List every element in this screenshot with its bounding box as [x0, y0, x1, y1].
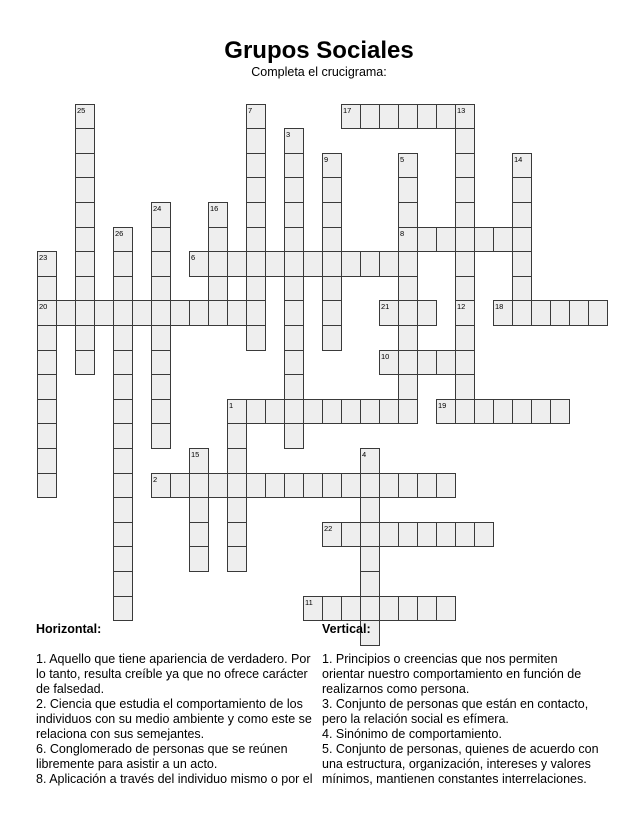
crossword-cell[interactable]: [37, 350, 57, 376]
crossword-cell[interactable]: [322, 153, 342, 179]
crossword-cell[interactable]: [75, 202, 95, 228]
crossword-cell[interactable]: [265, 473, 285, 499]
crossword-cell[interactable]: [360, 399, 380, 425]
clue-number: 13: [457, 105, 466, 115]
crossword-cell[interactable]: [417, 300, 437, 326]
crossword-cell[interactable]: [493, 399, 513, 425]
crossword-cell[interactable]: [455, 153, 475, 179]
clue-number: 10: [381, 351, 390, 361]
crossword-cell[interactable]: [113, 325, 133, 351]
crossword-cell[interactable]: [246, 276, 266, 302]
horizontal-clue: 8. Aplicación a través del individuo mismo o por el: [36, 772, 313, 786]
crossword-cell[interactable]: [322, 325, 342, 351]
crossword-cell[interactable]: [303, 251, 323, 277]
crossword-cell[interactable]: [208, 473, 228, 499]
crossword-cell[interactable]: [75, 350, 95, 376]
crossword-cell[interactable]: [398, 202, 418, 228]
crossword-cell[interactable]: [360, 546, 380, 572]
crossword-cell[interactable]: [455, 300, 475, 326]
crossword-cell[interactable]: [227, 473, 247, 499]
crossword-cell[interactable]: [113, 473, 133, 499]
crossword-cell[interactable]: [151, 325, 171, 351]
crossword-cell[interactable]: [303, 596, 323, 622]
clue-number: 20: [39, 302, 48, 312]
vertical-clues: [322, 622, 600, 787]
crossword-cell[interactable]: [417, 350, 437, 376]
crossword-cell[interactable]: [398, 177, 418, 203]
crossword-cell[interactable]: [151, 276, 171, 302]
crossword-cell[interactable]: [75, 128, 95, 154]
clue-number: 24: [153, 204, 162, 213]
clue-number: 9: [324, 154, 329, 164]
crossword-cell[interactable]: [303, 399, 323, 425]
crossword-cell[interactable]: [113, 350, 133, 376]
crossword-cell[interactable]: [246, 473, 266, 499]
clue-number: 17: [343, 105, 352, 115]
clue-number: 18: [495, 302, 504, 312]
horizontal-clue: 2. Ciencia que estudia el comportamiento de los individuos con su medio ambiente y como este se relaciona con sus semejantes.: [36, 697, 312, 741]
crossword-cell[interactable]: [436, 104, 456, 130]
crossword-cell[interactable]: [455, 276, 475, 302]
crossword-cell[interactable]: [474, 399, 494, 425]
crossword-cell[interactable]: [436, 227, 456, 253]
crossword-cell[interactable]: [94, 300, 114, 326]
crossword-cell[interactable]: [246, 399, 266, 425]
crossword-cell[interactable]: [227, 497, 247, 523]
crossword-cell[interactable]: [398, 399, 418, 425]
crossword-cell[interactable]: [398, 251, 418, 277]
crossword-cell[interactable]: [417, 522, 437, 548]
crossword-cell[interactable]: [151, 473, 171, 499]
crossword-cell[interactable]: [379, 300, 399, 326]
crossword-cell[interactable]: [170, 473, 190, 499]
crossword-cell[interactable]: [550, 300, 570, 326]
page-subtitle: Completa el crucigrama:: [251, 65, 387, 79]
crossword-cell[interactable]: [512, 153, 532, 179]
crossword-cell[interactable]: [379, 251, 399, 277]
crossword-cell[interactable]: [322, 177, 342, 203]
crossword-cell[interactable]: [132, 300, 152, 326]
crossword-cell[interactable]: [246, 300, 266, 326]
clue-number: 11: [305, 597, 313, 607]
crossword-cell[interactable]: [455, 374, 475, 400]
crossword-cell[interactable]: [303, 473, 323, 499]
crossword-cell[interactable]: [151, 300, 171, 326]
crossword-cell[interactable]: [189, 497, 209, 523]
crossword-cell[interactable]: [284, 251, 304, 277]
horizontal-clue: 1. Aquello que tiene apariencia de verdadero. Por lo tanto, resulta creíble ya que no ofrece carácter de falsedad.: [36, 652, 311, 696]
clue-number: 16: [210, 204, 219, 213]
clue-number: 21: [381, 302, 390, 312]
crossword-cell[interactable]: [208, 251, 228, 277]
crossword-cell[interactable]: [113, 448, 133, 474]
crossword-cell[interactable]: [75, 177, 95, 203]
crossword-cell[interactable]: [246, 251, 266, 277]
crossword-cell[interactable]: [37, 251, 57, 277]
crossword-cell[interactable]: [113, 522, 133, 548]
crossword-cell[interactable]: [588, 300, 608, 326]
crossword-cell[interactable]: [151, 251, 171, 277]
crossword-cell[interactable]: [512, 399, 532, 425]
clue-number: 15: [191, 450, 200, 459]
vertical-heading: Vertical:: [322, 622, 371, 636]
crossword-cell[interactable]: [398, 473, 418, 499]
crossword-cell[interactable]: [417, 227, 437, 253]
clue-number: 23: [39, 253, 48, 263]
page-title: Grupos Sociales: [224, 37, 414, 64]
crossword-cell[interactable]: [455, 104, 475, 130]
vertical-clue: 3. Conjunto de personas que están en contacto, pero la relación social es efímera.: [322, 697, 589, 726]
crossword-cell[interactable]: [398, 300, 418, 326]
crossword-cell[interactable]: [227, 522, 247, 548]
crossword-cell[interactable]: [246, 177, 266, 203]
crossword-cell[interactable]: [398, 104, 418, 130]
crossword-cell[interactable]: [569, 300, 589, 326]
crossword-cell[interactable]: [379, 350, 399, 376]
crossword-cell[interactable]: [284, 227, 304, 253]
crossword-cell[interactable]: [322, 399, 342, 425]
crossword-cell[interactable]: [75, 300, 95, 326]
crossword-cell[interactable]: [208, 227, 228, 253]
crossword-cell[interactable]: [284, 300, 304, 326]
crossword-cell[interactable]: [512, 276, 532, 302]
crossword-cell[interactable]: [227, 546, 247, 572]
crossword-cell[interactable]: [512, 202, 532, 228]
crossword-cell[interactable]: [113, 276, 133, 302]
crossword-cell[interactable]: [151, 374, 171, 400]
crossword-cell[interactable]: [227, 423, 247, 449]
crossword-cell[interactable]: [455, 227, 475, 253]
crossword-cell[interactable]: [75, 325, 95, 351]
crossword-cell[interactable]: [398, 374, 418, 400]
clue-number: 19: [438, 400, 447, 410]
crossword-cell[interactable]: [531, 399, 551, 425]
crossword-cell[interactable]: [436, 473, 456, 499]
crossword-cell[interactable]: [341, 251, 361, 277]
crossword-cell[interactable]: [208, 300, 228, 326]
crossword-cell[interactable]: [360, 251, 380, 277]
crossword-cell[interactable]: [246, 128, 266, 154]
clue-number: 7: [248, 105, 253, 115]
crossword-cell[interactable]: [360, 571, 380, 597]
clue-number: 12: [457, 302, 466, 312]
crossword-cell[interactable]: [341, 104, 361, 130]
crossword-cell[interactable]: [189, 448, 209, 474]
crossword-cell[interactable]: [398, 350, 418, 376]
crossword-cell[interactable]: [113, 227, 133, 253]
clue-number: 8: [400, 228, 405, 238]
crossword-cell[interactable]: [113, 546, 133, 572]
crossword-cell[interactable]: [113, 497, 133, 523]
crossword-cell[interactable]: [284, 473, 304, 499]
crossword-cell[interactable]: [189, 251, 209, 277]
crossword-cell[interactable]: [284, 423, 304, 449]
crossword-cell[interactable]: [341, 473, 361, 499]
crossword-cell[interactable]: [113, 251, 133, 277]
clue-number: 26: [115, 228, 124, 238]
crossword-cell[interactable]: [189, 300, 209, 326]
clue-number: 5: [400, 154, 405, 164]
crossword-cell[interactable]: [322, 596, 342, 622]
clue-number: 1: [229, 400, 234, 410]
crossword-cell[interactable]: [322, 202, 342, 228]
crossword-cell[interactable]: [227, 399, 247, 425]
crossword-cell[interactable]: [284, 128, 304, 154]
crossword-cell[interactable]: [398, 325, 418, 351]
clue-number: 3: [286, 130, 291, 140]
crossword-cell[interactable]: [379, 596, 399, 622]
crossword-cell[interactable]: [379, 473, 399, 499]
vertical-clue: 1. Principios o creencias que nos permiten orientar nuestro comportamiento en función de realizarnos como persona.: [322, 652, 582, 696]
crossword-cell[interactable]: [379, 399, 399, 425]
crossword-cell[interactable]: [398, 596, 418, 622]
crossword-cell[interactable]: [322, 227, 342, 253]
crossword-cell[interactable]: [246, 153, 266, 179]
crossword-cell[interactable]: [360, 596, 380, 622]
crossword-cell[interactable]: [455, 251, 475, 277]
crossword-cell[interactable]: [246, 202, 266, 228]
horizontal-heading: Horizontal:: [36, 622, 102, 636]
crossword-cell[interactable]: [436, 596, 456, 622]
crossword-cell[interactable]: [417, 104, 437, 130]
crossword-cell[interactable]: [436, 522, 456, 548]
crossword-cell[interactable]: [341, 399, 361, 425]
crossword-cell[interactable]: [398, 153, 418, 179]
crossword-cell[interactable]: [37, 473, 57, 499]
clue-number: 14: [514, 154, 523, 164]
vertical-clue: 4. Sinónimo de comportamiento.: [322, 727, 502, 741]
crossword-cell[interactable]: [417, 596, 437, 622]
crossword-cell[interactable]: [284, 350, 304, 376]
crossword-cell[interactable]: [37, 300, 57, 326]
crossword-cell[interactable]: [398, 276, 418, 302]
crossword-cell[interactable]: [455, 202, 475, 228]
crossword-cell[interactable]: [322, 473, 342, 499]
crossword-cell[interactable]: [284, 325, 304, 351]
crossword-cell[interactable]: [227, 300, 247, 326]
crossword-cell[interactable]: [322, 251, 342, 277]
crossword-cell[interactable]: [341, 596, 361, 622]
crossword-cell[interactable]: [246, 227, 266, 253]
crossword-cell[interactable]: [474, 522, 494, 548]
crossword-cell[interactable]: [284, 276, 304, 302]
crossword-cell[interactable]: [56, 300, 76, 326]
crossword-cell[interactable]: [227, 251, 247, 277]
crossword-cell[interactable]: [265, 251, 285, 277]
crossword-cell[interactable]: [436, 399, 456, 425]
crossword-cell[interactable]: [398, 227, 418, 253]
crossword-cell[interactable]: [417, 473, 437, 499]
crossword-cell[interactable]: [284, 202, 304, 228]
crossword-cell[interactable]: [512, 227, 532, 253]
crossword-cell[interactable]: [37, 325, 57, 351]
crossword-cell[interactable]: [75, 276, 95, 302]
crossword-cell[interactable]: [208, 276, 228, 302]
vertical-clue: 5. Conjunto de personas, quienes de acuerdo con una estructura, organización, intereses y valores mínimos, mantienen constantes interrelaciones.: [322, 742, 599, 786]
crossword-cell[interactable]: [284, 153, 304, 179]
horizontal-clue: 6. Conglomerado de personas que se reúnen libremente para asistir a un acto.: [36, 742, 288, 771]
crossword-cell[interactable]: [151, 423, 171, 449]
crossword-cell[interactable]: [113, 374, 133, 400]
crossword-cell[interactable]: [550, 399, 570, 425]
clue-number: 6: [191, 253, 196, 263]
crossword-cell[interactable]: [75, 227, 95, 253]
crossword-cell[interactable]: [189, 546, 209, 572]
clue-number: 22: [324, 523, 333, 533]
crossword-cell[interactable]: [379, 104, 399, 130]
crossword-cell[interactable]: [322, 300, 342, 326]
crossword-cell[interactable]: [37, 448, 57, 474]
crossword-cell[interactable]: [322, 522, 342, 548]
crossword-cell[interactable]: [246, 104, 266, 130]
crossword-cell[interactable]: [360, 448, 380, 474]
crossword-cell[interactable]: [284, 177, 304, 203]
crossword-cell[interactable]: [360, 473, 380, 499]
crossword-cell[interactable]: [531, 300, 551, 326]
crossword-cell[interactable]: [455, 350, 475, 376]
crossword-cell[interactable]: [113, 300, 133, 326]
crossword-cell[interactable]: [189, 522, 209, 548]
clue-number: 4: [362, 450, 367, 459]
clue-number: 2: [153, 474, 158, 484]
crossword-cell[interactable]: [265, 399, 285, 425]
crossword-cell[interactable]: [493, 300, 513, 326]
crossword-cell[interactable]: [189, 473, 209, 499]
crossword-cell[interactable]: [113, 571, 133, 597]
crossword-cell[interactable]: [341, 522, 361, 548]
crossword-cell[interactable]: [512, 177, 532, 203]
crossword-cell[interactable]: [37, 276, 57, 302]
crossword-cell[interactable]: [37, 423, 57, 449]
crossword-cell[interactable]: [474, 227, 494, 253]
crossword-cell[interactable]: [75, 153, 95, 179]
crossword-cell[interactable]: [151, 350, 171, 376]
crossword-cell[interactable]: [113, 399, 133, 425]
crossword-cell[interactable]: [75, 251, 95, 277]
crossword-cell[interactable]: [75, 104, 95, 130]
crossword-cell[interactable]: [360, 497, 380, 523]
crossword-cell[interactable]: [227, 448, 247, 474]
clue-number: 25: [77, 105, 86, 115]
crossword-cell[interactable]: [170, 300, 190, 326]
crossword-cell[interactable]: [398, 522, 418, 548]
crossword-cell[interactable]: [151, 399, 171, 425]
crossword-cell[interactable]: [512, 251, 532, 277]
crossword-cell[interactable]: [208, 202, 228, 228]
crossword-cell[interactable]: [151, 227, 171, 253]
crossword-cell[interactable]: [455, 177, 475, 203]
crossword-cell[interactable]: [322, 276, 342, 302]
crossword-cell[interactable]: [455, 325, 475, 351]
crossword-cell[interactable]: [493, 227, 513, 253]
crossword-cell[interactable]: [360, 522, 380, 548]
crossword-cell[interactable]: [455, 522, 475, 548]
crossword-cell[interactable]: [246, 325, 266, 351]
crossword-cell[interactable]: [37, 374, 57, 400]
crossword-cell[interactable]: [113, 596, 133, 622]
crossword-cell[interactable]: [512, 300, 532, 326]
crossword-cell[interactable]: [455, 128, 475, 154]
crossword-cell[interactable]: [151, 202, 171, 228]
horizontal-clues: [36, 622, 314, 787]
crossword-cell[interactable]: [455, 399, 475, 425]
crossword-cell[interactable]: [284, 374, 304, 400]
crossword-cell[interactable]: [37, 399, 57, 425]
crossword-cell[interactable]: [379, 522, 399, 548]
crossword-cell[interactable]: [360, 104, 380, 130]
crossword-cell[interactable]: [284, 399, 304, 425]
crossword-cell[interactable]: [436, 350, 456, 376]
crossword-cell[interactable]: [113, 423, 133, 449]
